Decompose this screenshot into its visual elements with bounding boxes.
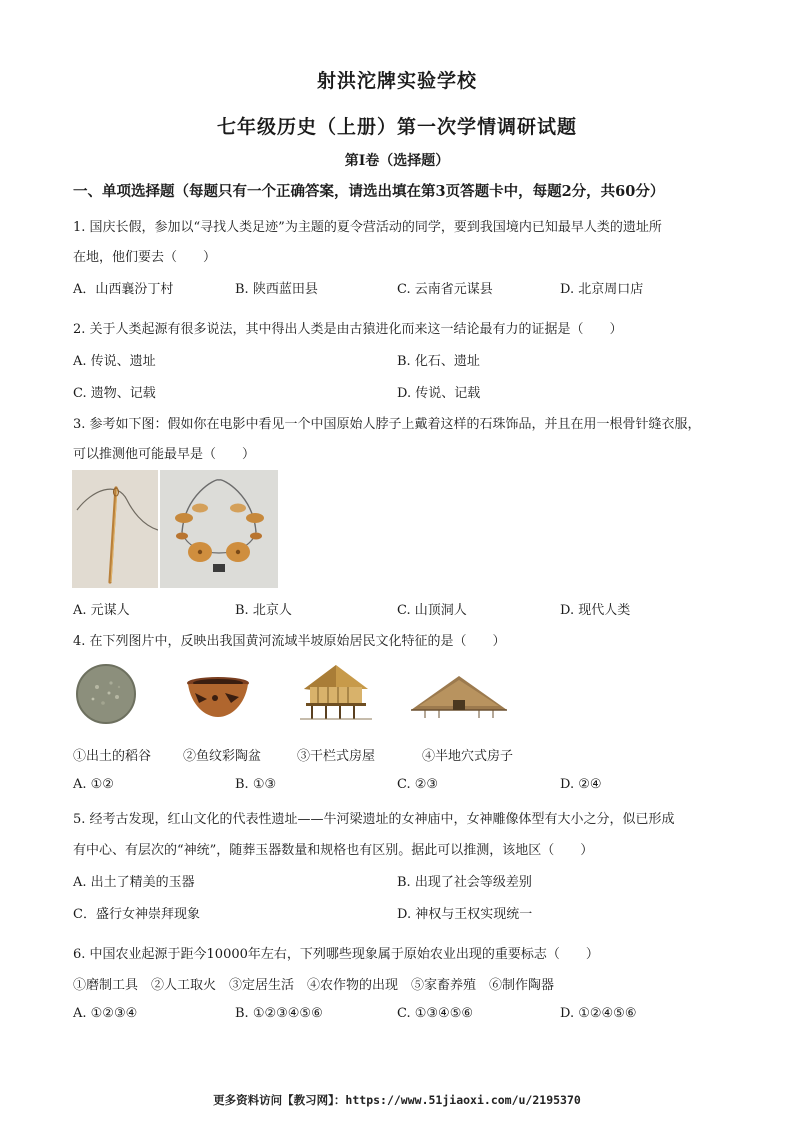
stilt-house-image [296,663,376,723]
volume-title: 第Ⅰ卷（选择题） [344,153,450,169]
section-heading: 一、单项选择题（每题只有一个正确答案，请选出填在第3页答题卡中，每题2分，共60分） [73,183,665,200]
question-2-option-b: B. 化石、遗址 [397,354,480,369]
question-4-option-d: D. ②④ [560,777,602,792]
question-4-caption-1: ①出土的稻谷 [73,749,152,764]
question-4-option-b: B. ①③ [235,777,277,792]
question-6-option-d: D. ①②④⑤⑥ [560,1006,637,1021]
semi-subterranean-house-image [405,672,513,720]
question-1-option-c: C. 云南省元谋县 [397,282,493,297]
question-4-option-c: C. ②③ [397,777,439,792]
question-6-option-c: C. ①③④⑤⑥ [397,1006,474,1021]
question-5-stem-line-2: 有中心、有层次的“神统”，随葬玉器数量和规格也有区别。据此可以推测，该地区（ ） [73,843,594,858]
question-5-option-a: A. 出土了精美的玉器 [73,875,195,890]
painted-pottery-basin-image [185,675,251,721]
question-4-stem: 4. 在下列图片中，反映出我国黄河流域半坡原始居民文化特征的是（ ） [73,634,506,649]
question-1-option-b: B. 陕西蓝田县 [235,282,318,297]
bone-needle-image [72,470,158,588]
question-1-option-a: A．山西襄汾丁村 [73,282,174,297]
question-3-option-c: C. 山顶洞人 [397,603,467,618]
school-name: 射洪沱牌实验学校 [316,70,477,92]
question-2-option-c: C. 遗物、记载 [73,386,156,401]
question-6-stem-line-2: ①磨制工具 ②人工取火 ③定居生活 ④农作物的出现 ⑤家畜养殖 ⑥制作陶器 [73,978,555,993]
question-3-option-b: B. 北京人 [235,603,292,618]
question-3-option-a: A. 元谋人 [73,603,130,618]
exam-title: 七年级历史（上册）第一次学情调研试题 [216,116,577,138]
question-1-option-d: D. 北京周口店 [560,282,644,297]
question-3-option-d: D. 现代人类 [560,603,631,618]
rice-grain-image [75,663,137,725]
question-5-stem-line-1: 5. 经考古发现，红山文化的代表性遗址——牛河梁遗址的女神庙中，女神雕像体型有大小之分，似已形成 [73,812,675,827]
question-4-option-a: A. ①② [73,777,114,792]
question-6-option-b: B. ①②③④⑤⑥ [235,1006,323,1021]
question-1-stem-line-1: 1. 国庆长假，参加以“寻找人类足迹”为主题的夏令营活动的同学，要到我国境内已知最早人类的遗址所 [73,220,662,235]
question-6-stem-line-1: 6. 中国农业起源于距今10000年左右，下列哪些现象属于原始农业出现的重要标志（ ） [73,947,599,962]
question-4-caption-3: ③干栏式房屋 [297,749,376,764]
question-3-stem-line-2: 可以推测他可能最早是（ ） [73,447,256,462]
question-5-option-b: B. 出现了社会等级差别 [397,875,532,890]
question-5-option-d: D. 神权与王权实现统一 [397,907,533,922]
question-1-stem-line-2: 在地，他们要去（ ） [73,250,217,265]
question-4-caption-2: ②鱼纹彩陶盆 [183,749,262,764]
question-2-option-d: D. 传说、记载 [397,386,481,401]
question-3-stem-line-1: 3. 参考如下图：假如你在电影中看见一个中国原始人脖子上戴着这样的石珠饰品，并且在用一根骨针缝衣服， [73,417,701,432]
question-4-caption-4: ④半地穴式房子 [422,749,514,764]
question-2-option-a: A. 传说、遗址 [73,354,156,369]
question-6-option-a: A. ①②③④ [73,1006,138,1021]
question-2-stem: 2. 关于人类起源有很多说法，其中得出人类是由古猿进化而来这一结论最有力的证据是（ ） [73,322,623,337]
stone-necklace-image [160,470,278,588]
footer-link[interactable]: 更多资料访问【教习网】：https://www.51jiaoxi.com/u/2195370 [213,1093,581,1107]
question-5-option-c: C．盛行女神崇拜现象 [73,907,200,922]
